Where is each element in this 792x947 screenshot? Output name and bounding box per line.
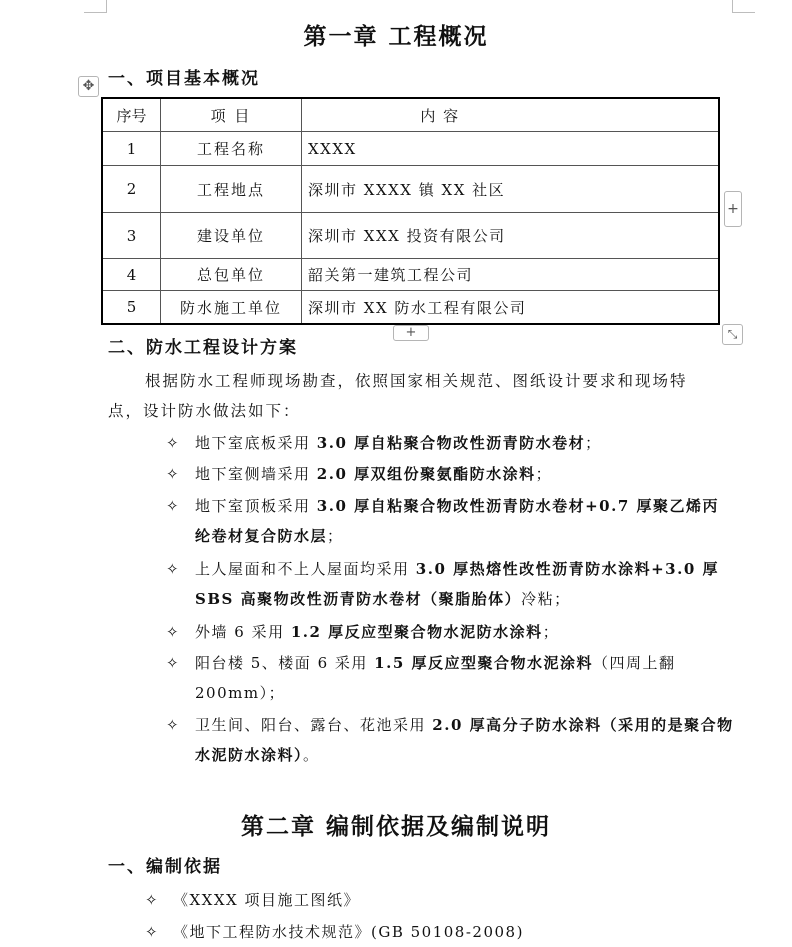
bullet-item-text: 地下室侧墙采用 [195, 465, 317, 483]
bullet-item-bold: 3.0 厚热熔性改性沥青防水涂料+3.0 厚 SBS 高聚物改性沥青防水卷材（聚脂胎体） [195, 560, 719, 608]
bullet-item-text: 外墙 6 采用 [195, 623, 291, 641]
reference-item: 《地下工程防水技术规范》(GB 50108-2008) [173, 923, 524, 941]
bullet-item-text: 地下室底板采用 [195, 434, 317, 452]
bullet-icon: ✧ [166, 560, 179, 578]
row-item: 工程名称 [161, 132, 302, 166]
bullet-item-tail: （四周上翻 200mm）； [195, 654, 676, 702]
row-no: 2 [102, 166, 161, 213]
bullet-item-text: 阳台楼 5、楼面 6 采用 [195, 654, 375, 672]
bullet-icon: ✧ [145, 923, 158, 941]
bullet-item-bold: 3.0 厚自粘聚合物改性沥青防水卷材+0.7 厚聚乙烯丙纶卷材复合防水层 [195, 497, 719, 545]
section-design-plan-heading: 二、防水工程设计方案 [108, 338, 298, 358]
reference-item: 《XXXX 项目施工图纸》 [173, 891, 360, 909]
row-no: 3 [102, 213, 161, 259]
row-content: 深圳市 XX 防水工程有限公司 [302, 291, 720, 325]
bullet-icon: ✧ [166, 654, 179, 672]
bullet-item [195, 459, 735, 489]
row-item: 总包单位 [161, 259, 302, 291]
bullet-icon: ✧ [166, 497, 179, 515]
table-header-row [102, 98, 719, 132]
bullet-icon: ✧ [145, 891, 158, 909]
bullet-item-bold: 3.0 厚自粘聚合物改性沥青防水卷材 [316, 434, 586, 452]
project-info-table [101, 97, 720, 325]
bullet-item-tail: ； [535, 465, 553, 483]
header-cell-no: 序号 [102, 98, 161, 132]
bullet-item-bold: 2.0 厚双组份聚氨酯防水涂料 [316, 465, 536, 483]
table-row [102, 291, 719, 325]
bullet-item-text: 地下室顶板采用 [195, 497, 317, 515]
bullet-item [195, 491, 735, 551]
table-row [102, 166, 719, 213]
bullet-item [195, 617, 735, 647]
table-row [102, 213, 719, 259]
page-corner-mark-left [84, 0, 107, 13]
section-project-overview-heading: 一、项目基本概况 [108, 69, 260, 89]
bullet-item-tail: ； [585, 434, 602, 452]
bullet-item-tail: ； [542, 623, 560, 641]
chapter-2-title: 第二章 编制依据及编制说明 [240, 813, 551, 840]
bullet-icon: ✧ [166, 623, 179, 641]
bullet-icon: ✧ [166, 465, 179, 483]
row-no: 1 [102, 132, 161, 166]
row-content: 韶关第一建筑工程公司 [302, 259, 720, 291]
table-row [102, 259, 719, 291]
bullet-item-bold: 1.5 厚反应型聚合物水泥涂料 [374, 654, 593, 672]
bullet-item [195, 554, 735, 614]
row-item: 建设单位 [161, 213, 302, 259]
row-item: 防水施工单位 [161, 291, 302, 325]
page-corner-mark-right [732, 0, 755, 13]
row-content: XXXX [302, 132, 720, 166]
bullet-icon: ✧ [166, 434, 179, 452]
table-move-handle-icon[interactable]: ✥ [78, 76, 99, 97]
bullet-item-tail: 冷粘； [521, 590, 571, 608]
bullet-item-bold: 2.0 厚高分子防水涂料（采用的是聚合物水泥防水涂料） [195, 716, 734, 764]
row-no: 4 [102, 259, 161, 291]
bullet-item [195, 428, 735, 458]
header-cell-content: 内 容 [302, 98, 720, 132]
bullet-item-text: 上人屋面和不上人屋面均采用 [195, 560, 416, 578]
chapter-1-title: 第一章 工程概况 [303, 23, 489, 50]
add-column-button[interactable]: + [724, 191, 742, 227]
bullet-item [195, 710, 735, 770]
add-row-button[interactable]: + [393, 325, 429, 341]
table-row [102, 132, 719, 166]
row-item: 工程地点 [161, 166, 302, 213]
row-content: 深圳市 XXXX 镇 XX 社区 [302, 166, 720, 213]
header-cell-item: 项 目 [161, 98, 302, 132]
intro-paragraph-line-2: 点，设计防水做法如下： [108, 402, 301, 420]
intro-paragraph-line-1: 根据防水工程师现场勘查，依照国家相关规范、图纸设计要求和现场特 [145, 372, 688, 390]
table-resize-handle-icon[interactable]: ⤡ [722, 324, 743, 345]
bullet-item-text: 卫生间、阳台、露台、花池采用 [195, 716, 433, 734]
bullet-icon: ✧ [166, 716, 179, 734]
row-content: 深圳市 XXX 投资有限公司 [302, 213, 720, 259]
bullet-item-tail: 。 [303, 746, 320, 764]
bullet-item-bold: 1.2 厚反应型聚合物水泥防水涂料 [290, 623, 543, 641]
bullet-item [195, 648, 735, 708]
bullet-item-tail: ； [327, 527, 344, 545]
row-no: 5 [102, 291, 161, 325]
section-basis-heading: 一、编制依据 [108, 857, 222, 877]
